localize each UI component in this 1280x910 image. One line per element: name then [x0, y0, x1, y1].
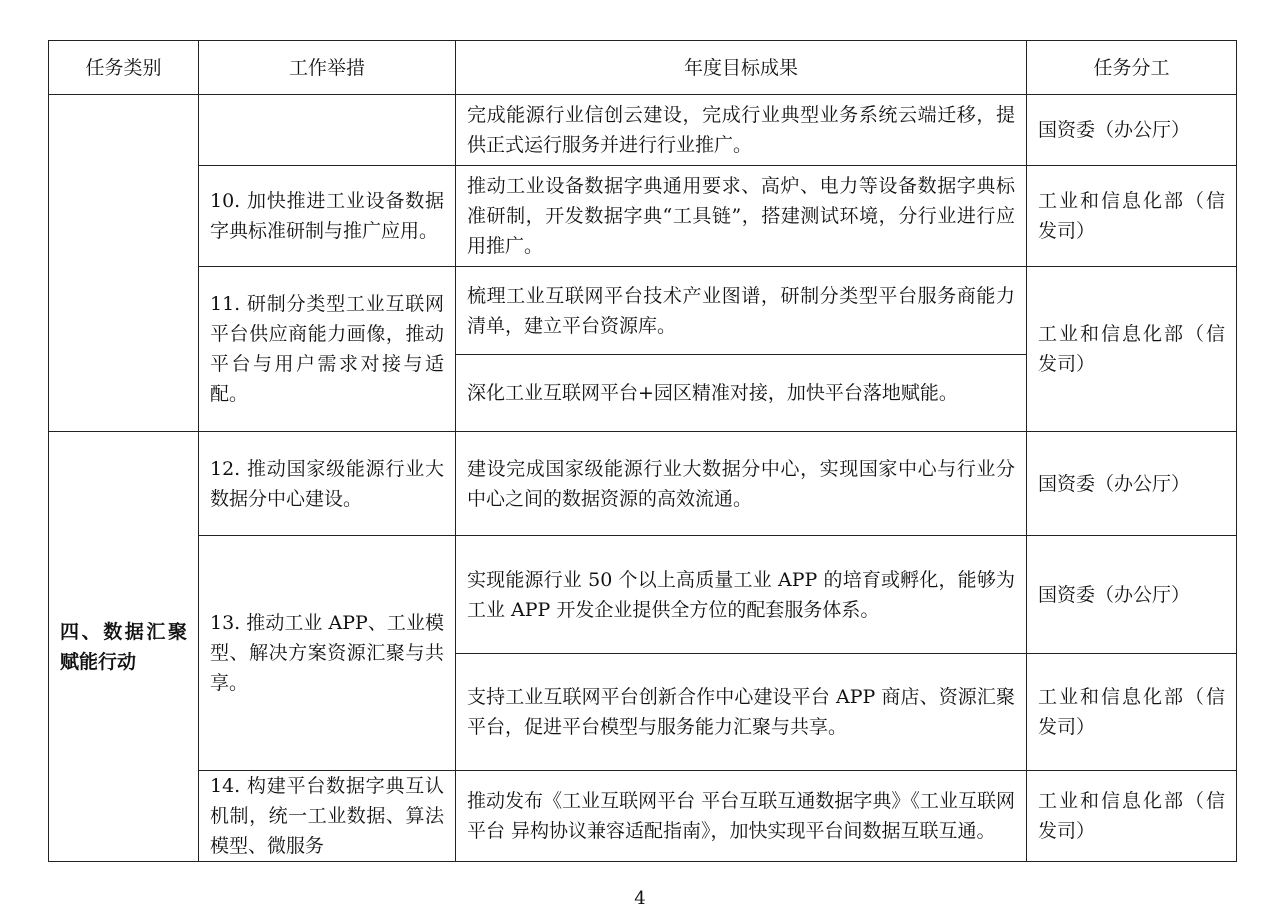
page-number: 4 [634, 888, 646, 909]
target-cell: 支持工业互联网平台创新合作中心建设平台 APP 商店、资源汇聚平台，促进平台模型与服务能力汇聚与共享。 [456, 654, 1027, 771]
table-row [49, 536, 1237, 654]
division-cell: 工业和信息化部（信发司） [1027, 771, 1237, 862]
header-annual-targets: 年度目标成果 [456, 41, 1027, 95]
measure-cell: 12. 推动国家级能源行业大数据分中心建设。 [199, 432, 456, 536]
division-cell: 国资委（办公厅） [1027, 432, 1237, 536]
target-cell: 实现能源行业 50 个以上高质量工业 APP 的培育或孵化，能够为工业 APP 开发企业提供全方位的配套服务体系。 [456, 536, 1027, 654]
header-task-category: 任务类别 [49, 41, 199, 95]
header-task-division: 任务分工 [1027, 41, 1237, 95]
measure-cell: 10. 加快推进工业设备数据字典标准研制与推广应用。 [199, 166, 456, 267]
task-table [48, 40, 1237, 862]
table-row [49, 166, 1237, 267]
division-cell: 国资委（办公厅） [1027, 95, 1237, 166]
target-cell: 完成能源行业信创云建设，完成行业典型业务系统云端迁移，提供正式运行服务并进行行业推广。 [456, 95, 1027, 166]
target-cell: 深化工业互联网平台+园区精准对接，加快平台落地赋能。 [456, 355, 1027, 432]
measure-cell: 11. 研制分类型工业互联网平台供应商能力画像，推动平台与用户需求对接与适配。 [199, 267, 456, 432]
division-cell: 工业和信息化部（信发司） [1027, 166, 1237, 267]
target-cell: 推动发布《工业互联网平台 平台互联互通数据字典》《工业互联网平台 异构协议兼容适配指南》，加快实现平台间数据互联互通。 [456, 771, 1027, 862]
target-cell: 梳理工业互联网平台技术产业图谱，研制分类型平台服务商能力清单，建立平台资源库。 [456, 267, 1027, 355]
target-cell: 推动工业设备数据字典通用要求、高炉、电力等设备数据字典标准研制，开发数据字典“工具链”，搭建测试环境，分行业进行应用推广。 [456, 166, 1027, 267]
measure-cell-empty [199, 95, 456, 166]
category-cell-empty [49, 95, 199, 432]
division-cell: 工业和信息化部（信发司） [1027, 654, 1237, 771]
measure-cell: 14. 构建平台数据字典互认机制，统一工业数据、算法模型、微服务 [199, 771, 456, 862]
measure-cell: 13. 推动工业 APP、工业模型、解决方案资源汇聚与共享。 [199, 536, 456, 771]
target-cell: 建设完成国家级能源行业大数据分中心，实现国家中心与行业分中心之间的数据资源的高效流通。 [456, 432, 1027, 536]
header-work-measures: 工作举措 [199, 41, 456, 95]
table-row [49, 267, 1237, 355]
table-row [49, 432, 1237, 536]
table-row [49, 95, 1237, 166]
division-cell: 国资委（办公厅） [1027, 536, 1237, 654]
category-cell: 四、数据汇聚赋能行动 [49, 432, 199, 862]
table-row [49, 771, 1237, 862]
division-cell: 工业和信息化部（信发司） [1027, 267, 1237, 432]
table-header-row [49, 41, 1237, 95]
